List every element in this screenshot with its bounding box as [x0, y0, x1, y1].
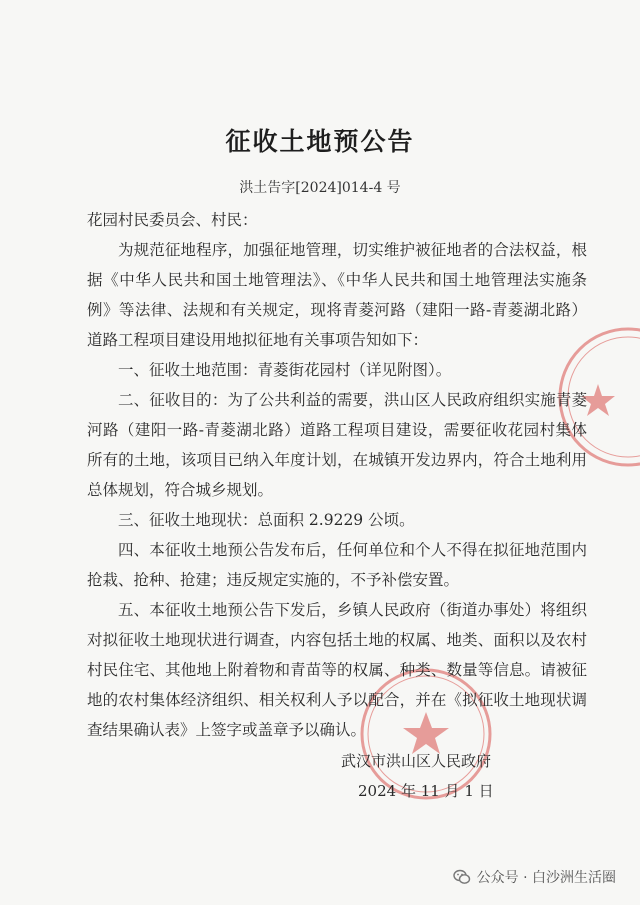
- wechat-icon: [453, 868, 471, 886]
- item-prohibition: 四、本征收土地预公告发布后，任何单位和个人不得在拟征地范围内抢栽、抢种、抢建；违反规定实施的，不予补偿安置。: [87, 541, 587, 589]
- notice-title: 征收土地预公告: [225, 127, 415, 156]
- signature-organization: 武汉市洪山区人民政府: [341, 752, 492, 770]
- document-number: 洪土告字[2024]014-4 号: [239, 180, 401, 196]
- signature-date: 2024 年 11 月 1 日: [358, 782, 494, 800]
- notice-body: [87, 205, 587, 745]
- item-survey: 五、本征收土地预公告下发后，乡镇人民政府（街道办事处）将组织对拟征收土地现状进行调查，内容包括土地的权属、地类、面积以及农村村民住宅、其他地上附着物和青苗等的权属、种类、数量等信息。请被征地的农村集体经济组织、相关权利人予以配合，并在《拟征收土地现状调查结果确认表》上签字或盖章予以确认。: [87, 601, 587, 739]
- wechat-watermark: [453, 867, 616, 887]
- item-purpose: 二、征收目的：为了公共利益的需要，洪山区人民政府组织实施青菱河路（建阳一路-青菱湖北路）道路工程项目建设，需要征收花园村集体所有的土地，该项目已纳入年度计划，在城镇开发边界内，符合土地利用总体规划，符合城乡规划。: [87, 391, 587, 499]
- addressee: 花园村民委员会、村民：: [87, 211, 258, 229]
- item-status: 三、征收土地现状：总面积 2.9229 公顷。: [118, 511, 415, 529]
- intro-paragraph: 为规范征地程序，加强征地管理，切实维护被征地者的合法权益，根据《中华人民共和国土地管理法》、《中华人民共和国土地管理法实施条例》等法律、法规和有关规定，现将青菱河路（建阳一路-青菱湖北路）道路工程项目建设用地拟征地有关事项告知如下：: [87, 241, 587, 349]
- watermark-text: 公众号 · 白沙洲生活圈: [476, 870, 616, 886]
- item-scope: 一、征收土地范围：青菱街花园村（详见附图）。: [118, 361, 452, 379]
